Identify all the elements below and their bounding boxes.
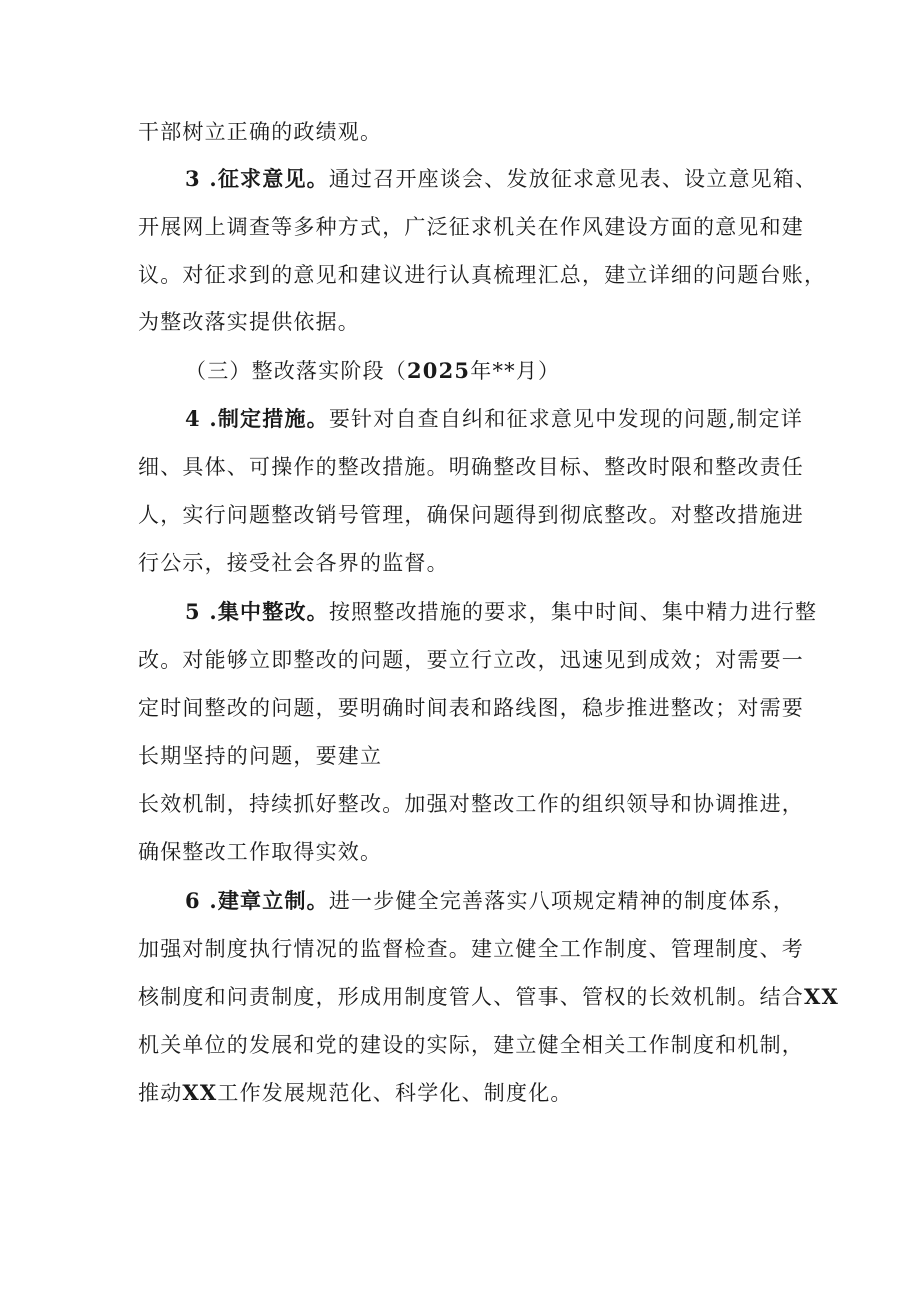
text-run: 行公示，接受社会各界的监督。	[138, 551, 449, 575]
paragraph-6-first-line	[185, 886, 795, 916]
paragraph-line	[138, 212, 804, 242]
text-run: 人，实行问题整改销号管理，确保问题得到彻底整改。对整改措施进	[138, 503, 804, 527]
text-run: 开展网上调查等多种方式，广泛征求机关在作风建设方面的意见和建	[138, 215, 804, 239]
text-run: 细、具体、可操作的整改措施。明确整改目标、整改时限和整改责任	[138, 455, 804, 479]
paragraph-5-first-line	[185, 597, 817, 627]
paragraph-line	[138, 982, 839, 1012]
text-run: 机关单位的发展和党的建设的实际，建立健全相关工作制度和机制，	[138, 1033, 804, 1057]
item-title: 建章立制。	[217, 888, 329, 913]
item-number: 4 .	[185, 406, 218, 431]
paragraph-line	[138, 260, 826, 290]
item-title: 制定措施。	[217, 406, 329, 431]
paragraph-line	[138, 789, 804, 819]
text-run: 确保整改工作取得实效。	[138, 840, 383, 864]
section-heading	[185, 356, 560, 386]
item-number: 3 .	[185, 166, 218, 191]
heading-suffix: 年**月）	[470, 359, 561, 383]
paragraph-line	[138, 452, 804, 482]
heading-prefix: （三）整改落实阶段（	[185, 359, 407, 383]
text-run: 要针对自查自纠和征求意见中发现的问题,制定详	[328, 407, 803, 431]
item-title: 征求意见。	[217, 166, 329, 191]
text-run: 长效机制，持续抓好整改。加强对整改工作的组织领导和协调推进，	[138, 792, 804, 816]
item-title: 集中整改。	[217, 599, 329, 624]
paragraph-line	[138, 307, 360, 337]
paragraph-line	[138, 693, 804, 723]
text-run: 通过召开座谈会、发放征求意见表、设立意见箱、	[328, 167, 818, 191]
text-run: 进一步健全完善落实八项规定精神的制度体系，	[328, 889, 796, 913]
text-run: 加强对制度执行情况的监督检查。建立健全工作制度、管理制度、考	[138, 937, 804, 961]
text-run: 核制度和问责制度，形成用制度管人、管事、管权的长效机制。结合	[138, 985, 804, 1009]
text-run: 为整改落实提供依据。	[138, 310, 360, 334]
paragraph-line	[138, 1030, 804, 1060]
text-run: 定时间整改的问题，要明确时间表和路线图，稳步推进整改；对需要	[138, 696, 804, 720]
paragraph-4-first-line	[185, 404, 803, 434]
text-run: 议。对征求到的意见和建议进行认真梳理汇总，建立详细的问题台账，	[138, 263, 827, 287]
paragraph-line	[138, 500, 804, 530]
paragraph-line	[138, 645, 804, 675]
heading-year: 2025	[407, 358, 471, 383]
placeholder-xx: XX	[182, 1080, 218, 1105]
paragraph-line	[138, 117, 382, 147]
paragraph-line	[138, 934, 804, 964]
paragraph-line	[138, 1078, 573, 1108]
paragraph-line	[138, 837, 382, 867]
text-run: 按照整改措施的要求，集中时间、集中精力进行整	[328, 600, 818, 624]
paragraph-line	[138, 741, 382, 771]
text-run: 干部树立正确的政绩观。	[138, 120, 383, 144]
paragraph-line	[138, 548, 449, 578]
text-run: 推动	[138, 1081, 183, 1105]
text-run: 改。对能够立即整改的问题，要立行立改，迅速见到成效；对需要一	[138, 648, 804, 672]
text-run: 长期坚持的问题，要建立	[138, 744, 383, 768]
text-run: 工作发展规范化、科学化、制度化。	[217, 1081, 573, 1105]
paragraph-3-first-line	[185, 164, 817, 194]
placeholder-xx: XX	[804, 984, 839, 1009]
item-number: 6 .	[185, 888, 218, 913]
item-number: 5 .	[185, 599, 218, 624]
